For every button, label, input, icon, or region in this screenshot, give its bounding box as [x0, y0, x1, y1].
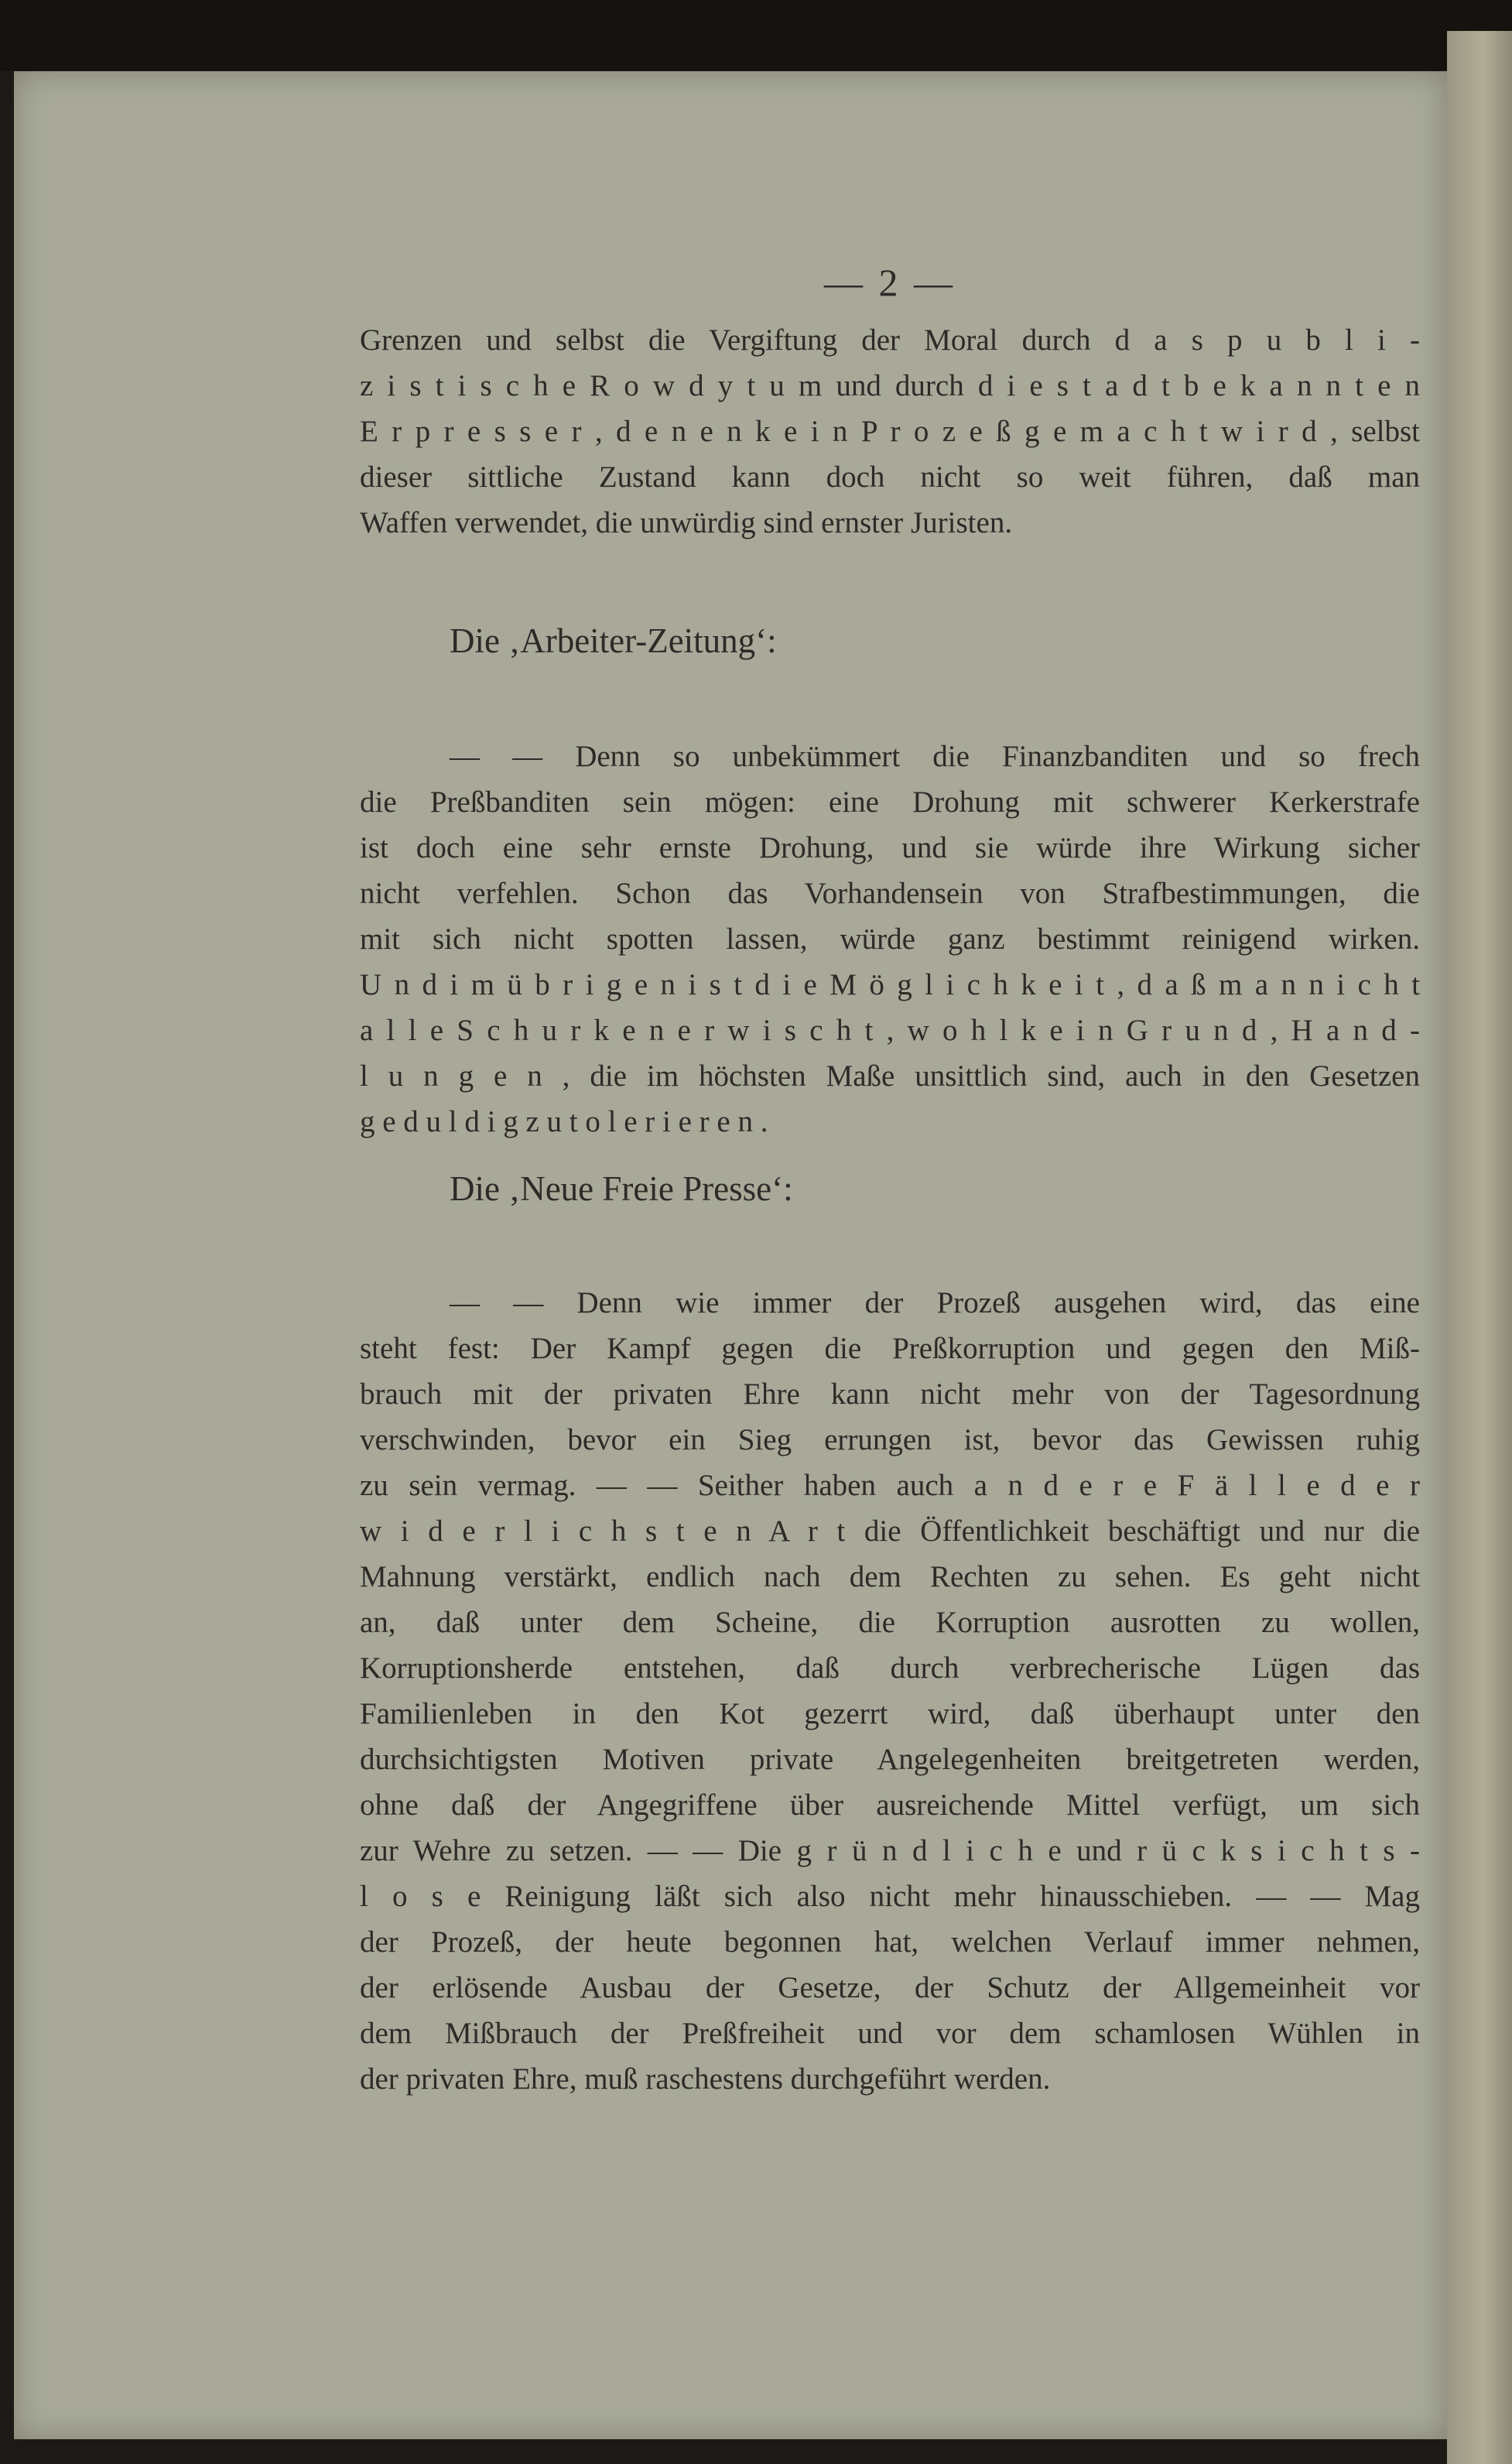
arbeiter-line: U n d i m ü b r i g e n i s t d i e M ö g l i c h k e i t , d a ß m a n n i c h t — [360, 968, 1420, 1001]
binding-strip — [1447, 31, 1512, 2464]
neue-line: der erlösende Ausbau der Gesetze, der Schutz der Allgemeinheit vor — [360, 1971, 1420, 2004]
intro-line: z i s t i s c h e R o w d y t u m und durch d i e s t a d t b e k a n n t e n — [360, 369, 1420, 402]
document-page — [14, 71, 1447, 2439]
arbeiter-line: — — Denn so unbekümmert die Finanzbanditen und so frech — [450, 740, 1420, 773]
neue-line: w i d e r l i c h s t e n A r t die Öffentlichkeit beschäftigt und nur die — [360, 1514, 1420, 1548]
neue-line: der Prozeß, der heute begonnen hat, welchen Verlauf immer nehmen, — [360, 1925, 1420, 1959]
neue-line: Familienleben in den Kot gezerrt wird, daß überhaupt unter den — [360, 1697, 1420, 1730]
neue-line: Korruptionsherde entstehen, daß durch verbrecherische Lügen das — [360, 1651, 1420, 1685]
intro-line: Grenzen und selbst die Vergiftung der Moral durch d a s p u b l i - — [360, 323, 1420, 357]
neue-line: der privaten Ehre, muß raschestens durchgeführt werden. — [360, 2062, 1051, 2096]
neue-line: brauch mit der privaten Ehre kann nicht mehr von der Tagesordnung — [360, 1377, 1420, 1411]
neue-line: Mahnung verstärkt, endlich nach dem Rechten zu sehen. Es geht nicht — [360, 1560, 1420, 1593]
heading-neue-freie-presse: Die ‚Neue Freie Presse‘: — [450, 1169, 793, 1208]
neue-line: steht fest: Der Kampf gegen die Preßkorruption und gegen den Miß- — [360, 1332, 1420, 1365]
page-number: — 2 — — [824, 261, 956, 304]
neue-line: zur Wehre zu setzen. — — Die g r ü n d l i c h e und r ü c k s i c h t s - — [360, 1834, 1420, 1867]
arbeiter-line: die Preßbanditen sein mögen: eine Drohung mit schwerer Kerkerstrafe — [360, 785, 1420, 819]
neue-line: verschwinden, bevor ein Sieg errungen ist, bevor das Gewissen ruhig — [360, 1423, 1420, 1456]
heading-arbeiter-zeitung: Die ‚Arbeiter-Zeitung‘: — [450, 621, 777, 660]
neue-line: zu sein vermag. — — Seither haben auch a n d e r e F ä l l e d e r — [360, 1469, 1420, 1502]
neue-line: ohne daß der Angegriffene über ausreichende Mittel verfügt, um sich — [360, 1788, 1420, 1822]
arbeiter-line: nicht verfehlen. Schon das Vorhandensein von Strafbestimmungen, die — [360, 877, 1420, 910]
intro-line: E r p r e s s e r , d e n e n k e i n P r o z e ß g e m a c h t w i r d , selbst — [360, 415, 1420, 448]
neue-freie-presse-paragraph — [360, 1280, 1420, 2102]
arbeiter-line: ist doch eine sehr ernste Drohung, und sie würde ihre Wirkung sicher — [360, 831, 1420, 864]
arbeiter-line: a l l e S c h u r k e n e r w i s c h t , w o h l k e i n G r u n d , H a n d - — [360, 1014, 1420, 1047]
arbeiter-line: l u n g e n , die im höchsten Maße unsittlich sind, auch in den Gesetzen — [360, 1059, 1420, 1093]
intro-line: dieser sittliche Zustand kann doch nicht so weit führen, daß man — [360, 460, 1420, 494]
neue-line: durchsichtigsten Motiven private Angelegenheiten breitgetreten werden, — [360, 1743, 1420, 1776]
neue-line: l o s e Reinigung läßt sich also nicht mehr hinausschieben. — — Mag — [360, 1880, 1420, 1913]
intro-line: Waffen verwendet, die unwürdig sind ernster Juristen. — [360, 506, 1013, 539]
scan-top-edge — [0, 0, 1512, 71]
intro-paragraph — [360, 317, 1420, 546]
neue-line: — — Denn wie immer der Prozeß ausgehen wird, das eine — [450, 1286, 1420, 1319]
neue-line: an, daß unter dem Scheine, die Korruption ausrotten zu wollen, — [360, 1606, 1420, 1639]
arbeiter-zeitung-paragraph — [360, 734, 1420, 1145]
arbeiter-line: mit sich nicht spotten lassen, würde ganz bestimmt reinigend wirken. — [360, 922, 1420, 956]
neue-line: dem Mißbrauch der Preßfreiheit und vor dem schamlosen Wühlen in — [360, 2017, 1420, 2050]
arbeiter-line: g e d u l d i g z u t o l e r i e r e n . — [360, 1105, 768, 1138]
